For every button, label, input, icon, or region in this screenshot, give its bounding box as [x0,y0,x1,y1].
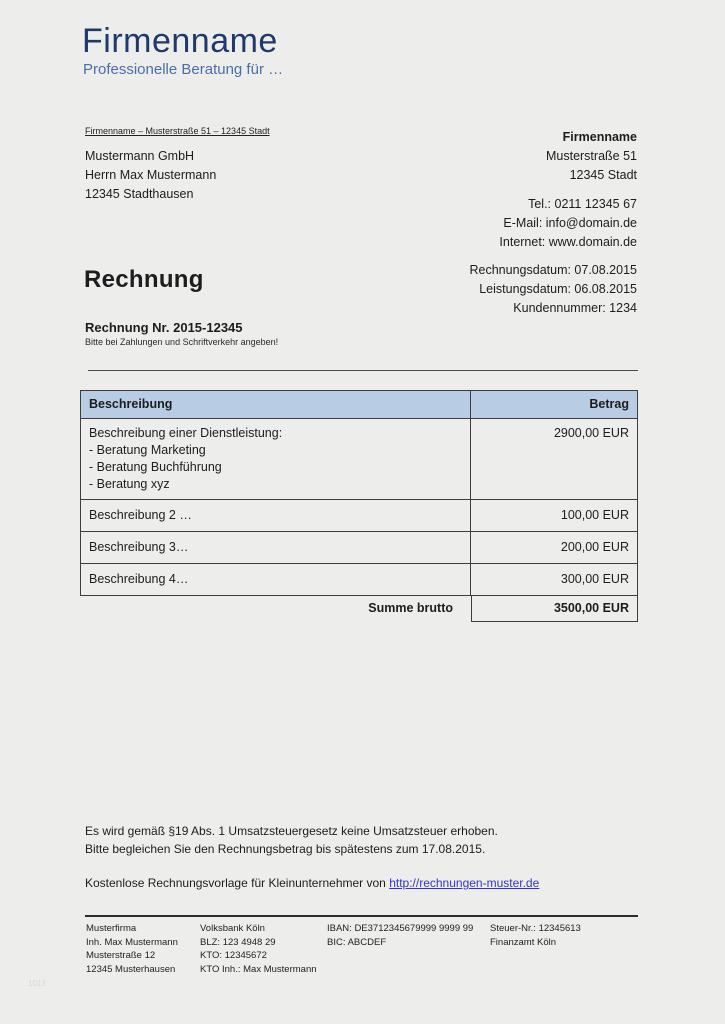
notes-block [85,822,539,892]
spacer [85,858,539,874]
tax-exemption-note: Es wird gemäß §19 Abs. 1 Umsatzsteuergesetz keine Umsatzsteuer erhoben. [85,824,498,838]
item-description-line: Beschreibung einer Dienstleistung: [89,426,283,440]
footer-account: KTO: 12345672 [200,950,267,961]
footer-divider-line [85,915,638,917]
footer-account-holder: KTO Inh.: Max Mustermann [200,963,317,975]
item-description [81,419,471,499]
footer-tax-office: Finanzamt Köln [490,936,557,948]
total-label: Summe brutto [368,601,453,615]
sender-return-address: Firmenname – Musterstraße 51 – 12345 Stadt [85,126,270,136]
footer-bank-name: Volksbank Köln [200,923,265,934]
item-amount: 2900,00 EUR [553,426,629,440]
template-credit-line [85,874,539,892]
company-name: Firmenname [562,130,637,144]
invoice-number-note: Bitte bei Zahlungen und Schriftverkehr angeben! [85,337,279,347]
footer-blz: BLZ: 123 4948 29 [200,936,276,948]
line-items-table [80,390,638,622]
item-amount: 300,00 EUR [560,572,629,586]
page-title: Rechnung [84,266,204,293]
company-street: Musterstraße 51 [545,149,637,163]
company-contact-block [499,128,637,252]
item-description-line: - Beratung Marketing [89,443,206,457]
page-corner-mark: 1013 [28,979,46,988]
service-date: Leistungsdatum: 06.08.2015 [479,282,637,296]
column-header-amount: Betrag [589,397,629,411]
footer-iban: IBAN: DE3712345679999 9999 99 [327,923,474,934]
company-email: E-Mail: info@domain.de [503,216,637,230]
footer-tax-number: Steuer-Nr.: 12345613 [490,923,581,934]
item-amount: 100,00 EUR [560,508,629,522]
item-description: Beschreibung 4… [81,564,471,595]
company-website: Internet: www.domain.de [499,235,637,249]
footer-owner: Inh. Max Mustermann [86,936,178,948]
company-phone: Tel.: 0211 12345 67 [528,197,637,211]
table-row [80,418,638,499]
payment-deadline-note: Bitte begleichen Sie den Rechnungsbetrag bis spätestens zum 17.08.2015. [85,842,486,856]
template-credit-text: Kostenlose Rechnungsvorlage für Kleinunternehmer von [85,876,390,890]
company-city: 12345 Stadt [569,168,637,182]
item-description: Beschreibung 2 … [81,500,471,531]
recipient-person: Herrn Max Mustermann [85,168,217,182]
item-description-line: - Beratung Buchführung [89,460,222,474]
recipient-company: Mustermann GmbH [85,149,195,163]
footer-tax-column [490,922,581,949]
divider-line [88,370,638,371]
company-tagline: Professionelle Beratung für … [83,61,284,78]
footer-city: 12345 Musterhausen [86,963,176,975]
template-link[interactable]: http://rechnungen-muster.de [389,876,540,890]
customer-number: Kundennummer: 1234 [513,301,637,315]
item-description-line: - Beratung xyz [89,477,170,491]
table-row [80,499,638,531]
total-row [80,596,638,622]
footer-bic: BIC: ABCDEF [327,936,387,948]
invoice-date: Rechnungsdatum: 07.08.2015 [469,263,637,277]
footer-company-column [86,922,178,976]
footer-bank-column [200,922,317,976]
table-row [80,563,638,596]
total-amount: 3500,00 EUR [471,596,638,622]
table-header-row [80,390,638,418]
footer-company-name: Musterfirma [86,923,137,934]
invoice-number: Rechnung Nr. 2015-12345 [85,320,243,335]
recipient-address-block [85,147,216,204]
table-row [80,531,638,563]
spacer [499,185,637,195]
column-header-description: Beschreibung [81,391,471,418]
invoice-meta-block [470,261,638,318]
company-logo-text: Firmenname [82,22,278,60]
item-amount: 200,00 EUR [560,540,629,554]
item-description: Beschreibung 3… [81,532,471,563]
footer-street: Musterstraße 12 [86,950,156,961]
recipient-city: 12345 Stadthausen [85,187,194,201]
footer-iban-column [327,922,473,949]
